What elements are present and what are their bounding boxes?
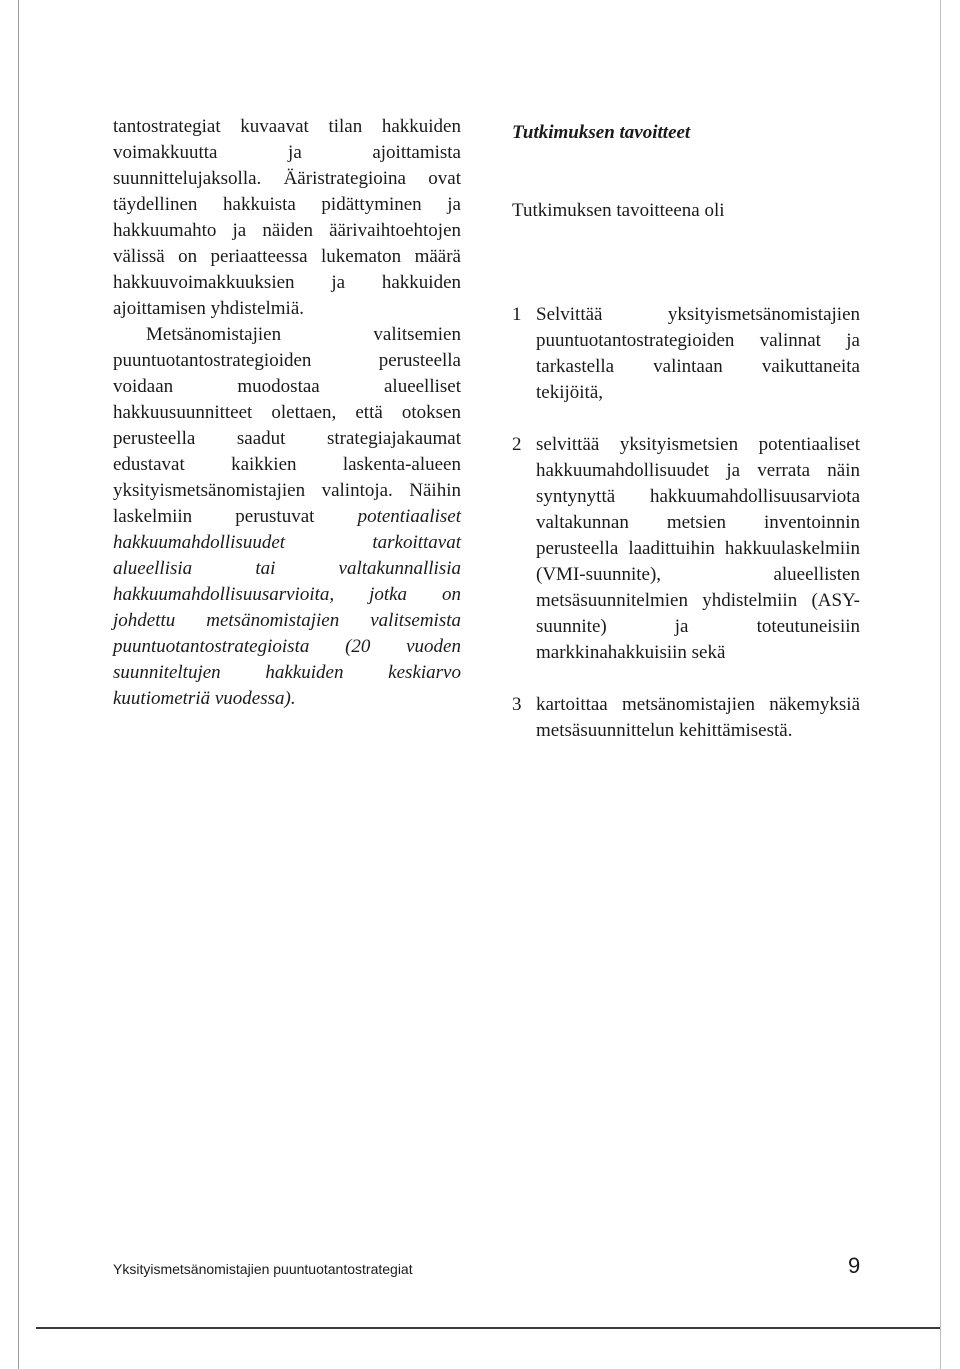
list-item-text: selvittää yksityismetsien potentiaaliset hakkuumahdollisuudet ja verrata näin syntynyttä hakkuumahdollisuusarviota valtakunnan metsien inventoinnin perusteella laadittuihin hakkuulaskelmiin (VMI-suunnite), alueellisten metsäsuunnitelmien yhdistelmiin (ASY-suunnite) ja toteutuneisiin markkinahakkuisiin sekä (536, 434, 860, 663)
list-item (512, 692, 860, 744)
page-number: 9 (848, 1253, 861, 1278)
right-column (512, 120, 860, 744)
footer-rule (36, 1327, 940, 1329)
italic-definition: potentiaaliset hakkuumahdollisuudet tarkoittavat alueellisia tai valtakunnallisia hakkuumahdollisuusarvioita, jotka on johdettu metsänomistajien valitsemista puuntuotantostrategioista (20 vuoden suunniteltujen hakkuiden keskiarvo kuutiometriä vuodessa). (113, 506, 461, 709)
body-paragraph (113, 322, 461, 712)
list-item (512, 302, 860, 406)
body-text: Metsänomistajien valitsemien puuntuotantostrategioiden perusteella voidaan muodostaa alueelliset hakkuusuunnitteet olettaen, että otoksen perusteella saadut strategiajakaumat edustavat kaikkien laskenta-alueen yksityismetsänomistajien valintoja. Näihin laskelmiin perustuvat (113, 324, 461, 527)
list-item-text: kartoittaa metsänomistajien näkemyksiä metsäsuunnittelun kehittämisestä. (536, 694, 860, 741)
objectives-intro: Tutkimuksen tavoitteena oli (512, 200, 725, 221)
list-item-text: Selvittää yksityismetsänomistajien puuntuotantostrategioiden valinnat ja tarkastella valintaan vaikuttaneita tekijöitä, (536, 304, 860, 403)
body-paragraph: tantostrategiat kuvaavat tilan hakkuiden voimakkuutta ja ajoittamista suunnittelujaksolla. Ääristrategioina ovat täydellinen hakkuista pidättyminen ja hakkuumahto ja näiden äärivaihtoehtojen välissä on periaatteessa lukematon määrä hakkuuvoimakkuuksien ja hakkuiden ajoittamisen yhdistelmiä. (113, 116, 461, 319)
list-item-number: 3 (512, 694, 522, 715)
list-item-number: 1 (512, 304, 522, 325)
section-heading: Tutkimuksen tavoitteet (512, 122, 691, 143)
list-item-number: 2 (512, 434, 522, 455)
running-footer-title: Yksityismetsänomistajien puuntuotantostrategiat (113, 1261, 413, 1277)
scan-edge-left (18, 0, 19, 1369)
left-column (113, 114, 461, 712)
list-item (512, 432, 860, 666)
objectives-list (512, 302, 860, 744)
scan-edge-right (940, 0, 941, 1369)
